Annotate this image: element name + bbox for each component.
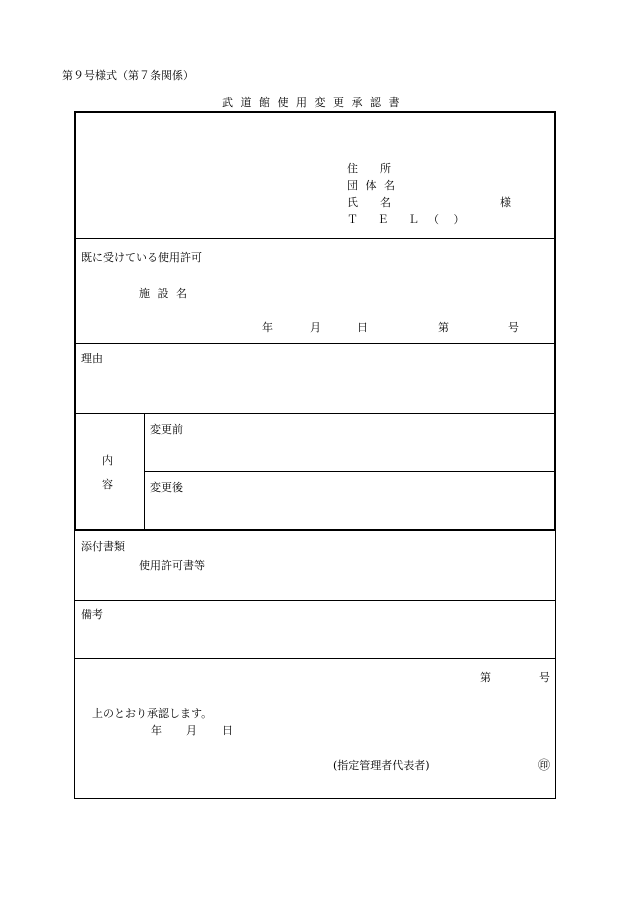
approval-day-label: 日: [222, 724, 233, 737]
divider-attachments: [75, 600, 555, 601]
divider-before-after: [145, 471, 555, 472]
address-label: 住 所: [347, 162, 391, 175]
divider-applicant: [75, 238, 555, 239]
content-label-2: 容: [102, 478, 113, 491]
approval-number-prefix: 第: [480, 671, 491, 684]
before-change-label: 変更前: [150, 423, 183, 436]
existing-permit-heading: 既に受けている使用許可: [81, 251, 202, 264]
after-change-label: 変更後: [150, 481, 183, 494]
permit-month-label: 月: [310, 321, 321, 334]
approval-month-label: 月: [186, 724, 197, 737]
seal-mark: ㊞: [538, 758, 551, 772]
divider-permit: [75, 343, 555, 344]
form-title: 武 道 館 使 用 変 更 承 認 書: [222, 96, 402, 109]
attachments-label: 添付書類: [81, 540, 125, 553]
divider-content-label: [144, 413, 145, 530]
designated-manager-label: (指定管理者代表者): [333, 759, 430, 772]
form-number: 第９号様式（第７条関係）: [62, 69, 194, 82]
divider-reason: [75, 413, 555, 414]
permit-number-prefix: 第: [438, 321, 449, 334]
reason-label: 理由: [81, 352, 103, 365]
content-label-1: 内: [102, 454, 113, 467]
name-label: 氏 名: [347, 196, 391, 209]
honorific-sama: 様: [500, 196, 511, 209]
permit-day-label: 日: [357, 321, 368, 334]
attachments-value: 使用許可書等: [139, 559, 205, 572]
approval-number-suffix: 号: [539, 671, 550, 684]
divider-remarks: [75, 658, 555, 659]
facility-name-label: 施 設 名: [139, 287, 189, 300]
tel-label: Ｔ Ｅ Ｌ: [347, 213, 427, 226]
remarks-label: 備考: [81, 608, 103, 621]
approval-year-label: 年: [151, 724, 162, 737]
approval-statement: 上のとおり承認します。: [92, 707, 213, 720]
permit-number-suffix: 号: [508, 321, 519, 334]
group-name-label: 団 体 名: [347, 179, 397, 192]
permit-year-label: 年: [262, 321, 273, 334]
tel-parentheses: （ ）: [428, 213, 465, 226]
